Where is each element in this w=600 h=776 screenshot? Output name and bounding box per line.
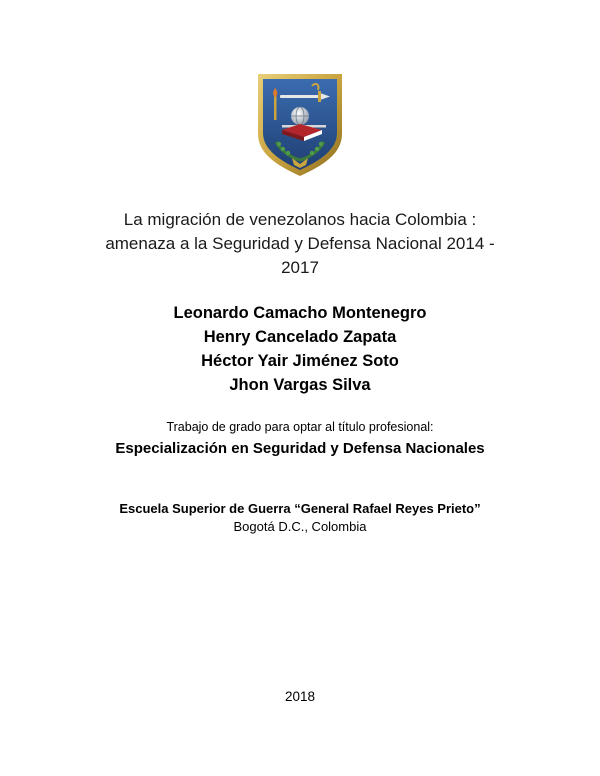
- author-name: Héctor Yair Jiménez Soto: [201, 352, 399, 370]
- degree-title: Especialización en Seguridad y Defensa Nacionales: [115, 440, 485, 457]
- document-title: [60, 208, 540, 280]
- author-name: Henry Cancelado Zapata: [203, 328, 397, 346]
- title-line: amenaza a la Seguridad y Defensa Nacional 2014 -: [105, 234, 495, 253]
- military-shield-emblem-icon: [252, 72, 348, 178]
- title-line: 2017: [281, 258, 319, 277]
- title-line: La migración de venezolanos hacia Colombia :: [123, 210, 477, 229]
- author-name: Jhon Vargas Silva: [229, 376, 371, 394]
- author-list: [60, 301, 540, 397]
- school-name: Escuela Superior de Guerra “General Rafael Reyes Prieto”: [119, 501, 481, 516]
- degree-intro: Trabajo de grado para optar al título profesional:: [166, 420, 434, 434]
- school-emblem: [252, 72, 348, 178]
- publication-year: 2018: [284, 689, 316, 704]
- author-name: Leonardo Camacho Montenegro: [173, 304, 427, 322]
- city-location: Bogotá D.C., Colombia: [233, 519, 367, 534]
